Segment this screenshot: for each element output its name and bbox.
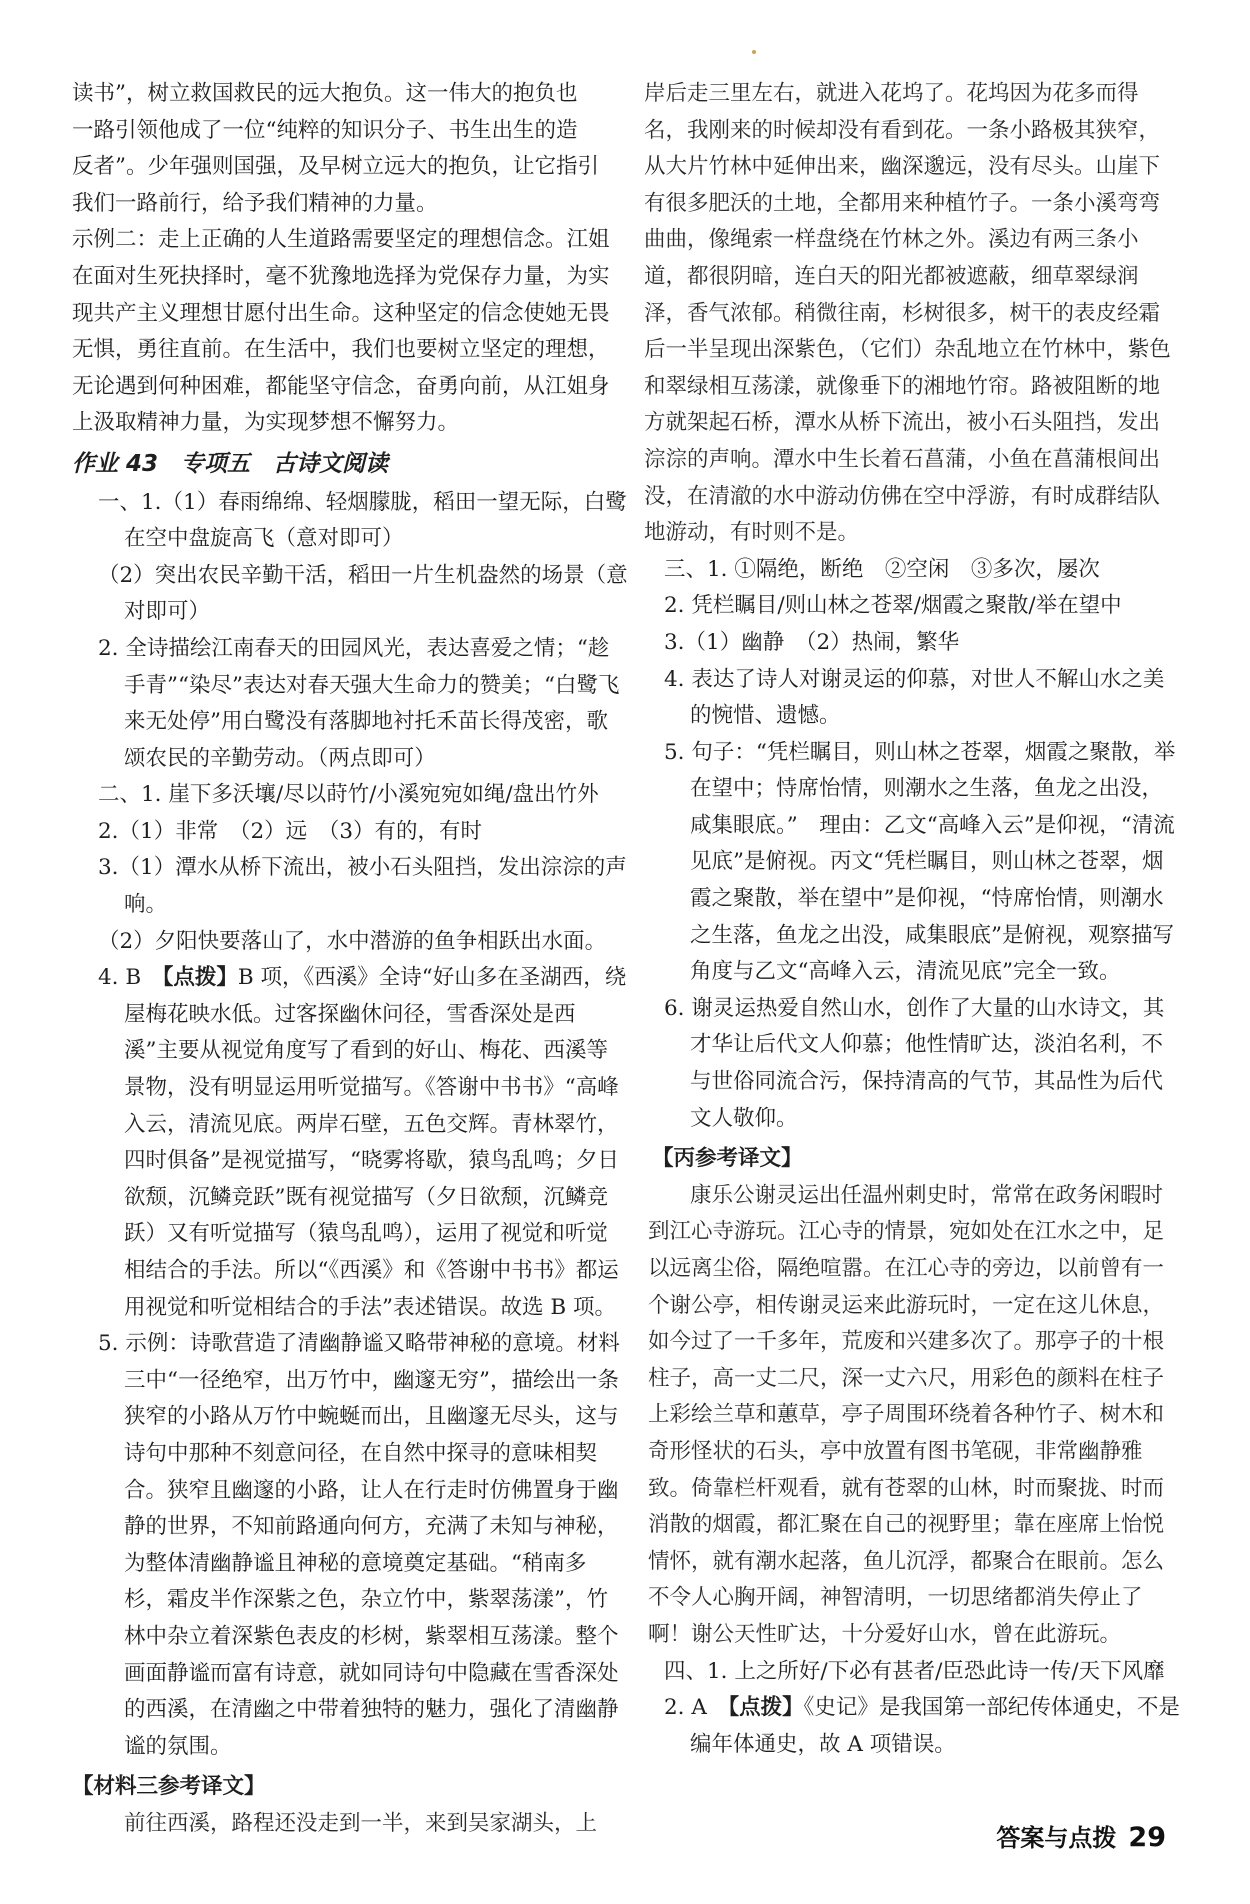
answer-1-2: 2. 全诗描绘江南春天的田园风光，表达喜爱之情；“趁手青”“染尽”表达对春天强大生命力的赞美；“白鹭飞来无处停”用白鹭没有落脚地衬托禾苗长得茂密，歌颂农民的辛勤劳动。（两点即可） [98,635,620,771]
answer-3-2: 2. 凭栏瞩目/则山林之苍翠/烟霞之聚散/举在望中 [664,593,1122,619]
answer-3-1: 三、1. ①隔绝，断绝 ②空闲 ③多次，屡次 [664,556,1100,582]
reference-translation-text: 前往西溪，路程还没走到一半，来到吴家湖头，上 [124,1810,598,1836]
answer-2-5: 5. 示例：诗歌营造了清幽静谧又略带神秘的意境。材料三中“一径绝窄，出万竹中，幽邃无穷”，描绘出一条狭窄的小路从万竹中蜿蜒而出，且幽邃无尽头，这与诗句中那种不刻意问径，在自然中探寻的意味相契合。狭窄且幽邃的小路，让人在行走时仿佛置身于幽静的世界，不知前路通向何方，充满了未知与神秘，为整体清幽静谧且神秘的意境奠定基础。“稍南多杉，霜皮半作深紫之色，杂立竹中，紫翠荡漾”，竹林中杂立着深紫色表皮的杉树，紫翠相互荡漾。整个画面静谧而富有诗意，就如同诗句中隐藏在雪香深处的西溪，在清幽之中带着独特的魅力，强化了清幽静谧的氛围。 [98,1331,620,1759]
answer-2-3-2: （2）夕阳快要落山了，水中潜游的鱼争相跃出水面。 [98,928,607,954]
answer-2-3-1: 3.（1）潭水从桥下流出，被小石头阻挡，发出淙淙的声响。 [98,855,627,918]
hint-tag: 【点拨】 [162,965,238,991]
answer-4-2-choice: 2. A [664,1695,729,1721]
answer-3-4: 4. 表达了诗人对谢灵运的仰慕，对世人不解山水之美的惋惜、遗憾。 [664,666,1165,729]
bing-translation-title: 【丙参考译文】 [652,1146,803,1172]
text-line: 我们一路前行，给予我们精神的力量。 [72,190,438,216]
page-footer [996,1818,1166,1853]
bing-translation-text: 康乐公谢灵运出任温州刺史时，常常在政务闲暇时到江心寺游玩。江心寺的情景，宛如处在江水之中，足以远离尘俗，隔绝喧嚣。在江心寺的旁边，以前曾有一个谢公亭，相传谢灵运来此游玩时，一定在这儿休息，如今过了一千多年，荒废和兴建多次了。那亭子的十根柱子，高一丈二尺，深一丈六尺，用彩色的颜料在柱子上彩绘兰草和蕙草，亭子周围环绕着各种竹子、树木和奇形怪状的石头，亭中放置有图书笔砚，非常幽静雅致。倚靠栏杆观看，就有苍翠的山林，时而聚拢、时而消散的烟霞，都汇聚在自己的视野里；靠在座席上怡悦情怀，就有潮水起落，鱼儿沉浮，都聚合在眼前。怎么不令人心胸开阔，神智清明，一切思绪都消失停止了啊！谢公天性旷达，十分爱好山水，曾在此游玩。 [648,1182,1165,1647]
answer-2-1: 二、1. 崖下多沃壤/尽以莳竹/小溪宛宛如绳/盘出竹外 [98,782,599,808]
text-line: 反者”。少年强则国强，及早树立远大的抱负，让它指引 [72,154,599,180]
translation-continued: 岸后走三里左右，就进入花坞了。花坞因为花多而得名，我刚来的时候却没有看到花。一条小路极其狭窄，从大片竹林中延伸出来，幽深邈远，没有尽头。山崖下有很多肥沃的土地，全都用来种植竹子。一条小溪弯弯曲曲，像绳索一样盘绕在竹林之外。溪边有两三条小道，都很阴暗，连白天的阳光都被遮蔽，细草翠绿润泽，香气浓郁。稍微往南，杉树很多，树干的表皮经霜后一半呈现出深紫色，（它们）杂乱地立在竹林中，紫色和翠绿相互荡漾，就像垂下的湘地竹帘。路被阻断的地方就架起石桥，潭水从桥下流出，被小石头阻挡，发出淙淙的声响。潭水中生长着石菖蒲，小鱼在菖蒲根间出没，在清澈的水中游动仿佛在空中浮游，有时成群结队地游动，有时则不是。 [644,81,1171,546]
right-column [638,76,1180,1763]
reference-translation-title: 【材料三参考译文】 [72,1774,266,1800]
answer-2-4-choice: 4. B [98,965,163,991]
answer-3-5: 5. 句子：“凭栏瞩目，则山林之苍翠，烟霞之聚散，举在望中；恃席怡情，则潮水之生落，鱼龙之出没，咸集眼底。” 理由：乙文“高峰入云”是仰视，“清流见底”是俯视。丙文“凭栏瞩目，则山林之苍翠，烟霞之聚散，举在望中”是仰视，“恃席怡情，则潮水之生落，鱼龙之出没，咸集眼底”是俯视，观察描写角度与乙文“高峰入云，清流见底”完全一致。 [664,739,1176,985]
answer-2-4-body: B 项，《西溪》全诗“好山多在圣湖西，绕屋梅花映水低。过客探幽休问径，雪香深处是西溪”主要从视觉角度写了看到的好山、梅花、西溪等景物，没有明显运用听觉描写。《答谢中书书》“高峰入云，清流见底。两岸石壁，五色交辉。青林翠竹，四时俱备”是视觉描写，“晓雾将歇，猿鸟乱鸣；夕日欲颓，沉鳞竞跃”既有视觉描写（夕日欲颓，沉鳞竞跃）又有听觉描写（猿鸟乱鸣），运用了视觉和听觉相结合的手法。所以“《西溪》和《答谢中书书》都运用视觉和听觉相结合的手法”表述错误。故选 B 项。 [124,965,627,1320]
answer-1-1-1: 一、1.（1）春雨绵绵、轻烟朦胧，稻田一望无际，白鹭在空中盘旋高飞（意对即可） [98,489,627,552]
answer-4-2-body: 《史记》是我国第一部纪传体通史，不是编年体通史，故 A 项错误。 [690,1695,1180,1757]
text-line: 一路引领他成了一位“纯粹的知识分子、书生出生的造 [72,117,578,143]
answer-3-3: 3.（1）幽静 （2）热闹，繁华 [664,629,960,655]
answer-3-6: 6. 谢灵运热爱自然山水，创作了大量的山水诗文，其才华让后代文人仰慕；他性情旷达，淡泊名利，不与世俗同流合污，保持清高的气节，其品性为后代文人敬仰。 [664,995,1165,1131]
answer-2-2: 2.（1）非常 （2）远 （3）有的，有时 [98,818,483,844]
text-line: 读书”，树立救国救民的远大抱负。这一伟大的抱负也 [72,81,578,106]
hint-tag: 【点拨】 [728,1695,804,1721]
answer-4-2 [638,1690,1180,1763]
example-two-paragraph: 示例二：走上正确的人生道路需要坚定的理想信念。江姐在面对生死抉择时，毫不犹豫地选择为党保存力量，为实现共产主义理想甘愿付出生命。这种坚定的信念使她无畏无惧，勇往直前。在生活中，我们也要树立坚定的理想，无论遇到何种困难，都能坚守信念，奋勇向前，从江姐身上汲取精神力量，为实现梦想不懈努力。 [72,227,610,436]
footer-label: 答案与点拨 [996,1824,1117,1852]
answer-1-1-2: （2）突出农民辛勤干活，稻田一片生机盎然的场景（意对即可） [98,562,628,625]
print-speck [752,50,756,54]
page-number: 29 [1128,1822,1166,1853]
left-column [72,76,628,1843]
section-title: 作业 43 专项五 古诗文阅读 [72,450,389,477]
continued-answer [72,76,628,222]
answer-4-1: 四、1. 上之所好/下必有甚者/臣恐此诗一传/天下风靡 [664,1658,1165,1684]
answer-2-4 [72,960,628,1326]
